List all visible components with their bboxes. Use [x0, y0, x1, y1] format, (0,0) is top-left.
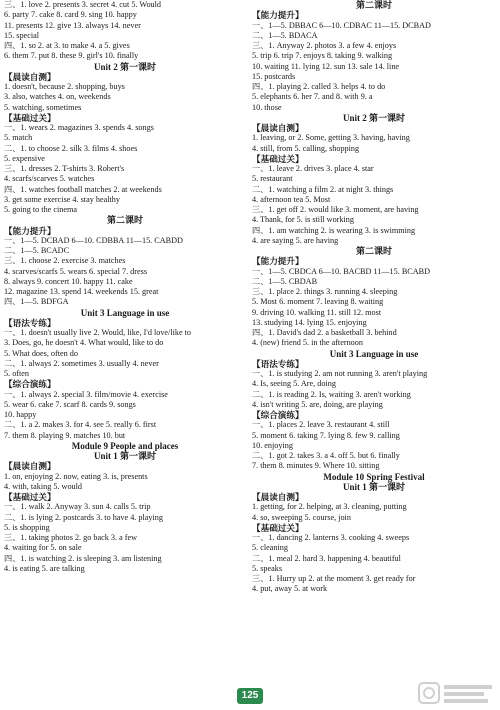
answer-line: 四、1. is watching 2. is sleeping 3. am listening — [4, 553, 162, 563]
page-number: 125 — [237, 688, 263, 704]
unit-title: Unit 2 第一课时 — [342, 112, 405, 123]
unit-title: 第二课时 — [355, 246, 392, 256]
answer-line: 5. moment 6. taking 7. lying 8. few 9. calling — [252, 430, 400, 440]
section-heading: 【晨读自测】 — [252, 123, 304, 133]
answer-line: 二、1. watching a film 2. at night 3. things — [252, 184, 394, 194]
answer-line: 10. waiting 11. lying 12. sun 13. sale 14. line — [252, 61, 400, 71]
answer-line: 4. afternoon tea 5. Most — [252, 194, 331, 204]
answer-line: 三、1. place 2. things 3. running 4. sleeping — [252, 287, 398, 296]
watermark-logo — [418, 680, 496, 706]
answer-line: 4. scarves/scarfs 5. wears 6. special 7. dress — [4, 266, 148, 276]
answer-line: 一、1. doesn't usually live 2. Would, like, I'd love/like to — [4, 328, 192, 337]
answer-line: 5. going to the cinema — [4, 205, 77, 214]
answer-line: 三、1. Anyway 2. photos 3. a few 4. enjoys — [252, 41, 397, 50]
answer-line: 4. are saying 5. are having — [252, 235, 339, 245]
answer-line: 四、1—5. BDFGA — [4, 297, 69, 307]
answer-line: 1. getting, for 2. helping, at 3. cleaning, putting — [252, 502, 407, 512]
answer-line: 5. Most 6. moment 7. leaving 8. waiting — [252, 297, 384, 307]
answer-line: 5. speaks — [252, 563, 283, 573]
answer-line: 三、1. taking photos 2. go back 3. a few — [4, 533, 138, 542]
answer-line: 二、1. a 2. makes 3. for 4. see 5. really 6. first — [4, 420, 157, 430]
answer-line: 4. Is, seeing 5. Are, doing — [252, 379, 336, 389]
answer-line: 7. them 8. playing 9. matches 10. but — [4, 430, 126, 440]
answer-line: 一、1—5. DCBAD 6—10. CDBBA 11—15. CABDD — [4, 235, 183, 245]
section-heading: 【晨读自测】 — [252, 492, 304, 502]
unit-title: 第二课时 — [106, 215, 143, 226]
answer-line: 四、1. playing 2. called 3. helps 4. to do — [252, 82, 386, 91]
answer-line: 四、1. am watching 2. is wearing 3. is swimming — [252, 225, 416, 235]
answer-line: 15. special — [4, 30, 40, 40]
right-column — [252, 0, 496, 595]
unit-title: 第二课时 — [355, 0, 392, 10]
answer-line: 5. expensive — [4, 153, 45, 163]
answer-line: 4. still, from 5. calling, shopping — [252, 143, 360, 153]
answer-line: 12. magazine 13. spend 14. weekends 15. great — [4, 287, 159, 296]
answer-line: 二、1. is reading 2. Is, waiting 3. aren't working — [252, 389, 411, 399]
answer-line: 10. those — [252, 102, 282, 112]
section-heading: 【晨读自测】 — [4, 71, 56, 82]
section-heading: 【基础过关】 — [4, 112, 56, 123]
answer-line: 一、1. leave 2. drives 3. place 4. star — [252, 164, 374, 173]
answer-line: 8. always 9. concert 10. happy 11. cake — [4, 276, 133, 286]
left-column — [4, 0, 246, 574]
answer-line: 一、1—5. CBDCA 6—10. BACBD 11—15. BCABD — [252, 266, 431, 276]
answer-line: 三、1. dresses 2. T-shirts 3. Robert's — [4, 164, 125, 173]
section-heading: 【综合演练】 — [4, 379, 56, 390]
unit-title: Unit 3 Language in use — [80, 307, 170, 318]
answer-line: 一、1. walk 2. Anyway 3. sun 4. calls 5. trip — [4, 502, 151, 512]
unit-title: Unit 1 第一课时 — [93, 451, 156, 461]
answer-line: 三、1. Hurry up 2. at the moment 3. get ready for — [252, 574, 416, 583]
answer-line: 二、1. is lying 2. postcards 3. to have 4. playing — [4, 512, 163, 522]
answer-line: 3. Does, go, he doesn't 4. What would, like to do — [4, 338, 164, 348]
answer-line: 二、1. got 2. takes 3. a 4. off 5. but 6. finally — [252, 451, 400, 460]
section-heading: 【晨读自测】 — [4, 461, 56, 472]
answer-line: 5. watching, sometimes — [4, 102, 82, 112]
answer-line: 一、1. wears 2. magazines 3. spends 4. songs — [4, 123, 154, 132]
answer-line: 三、1. choose 2. exercise 3. matches — [4, 256, 126, 266]
answer-line: 一、1. dancing 2. lanterns 3. cooking 4. sweeps — [252, 533, 410, 542]
answer-line: 5. trip 6. trip 7. enjoys 8. taking 9. walking — [252, 51, 393, 61]
answer-line: 二、1—5. BDACA — [252, 30, 318, 40]
section-heading: 【基础过关】 — [252, 153, 304, 164]
section-heading: 【语法专练】 — [252, 358, 304, 369]
answer-line: 15. postcards — [252, 71, 296, 81]
answer-line: 3. get some exercise 4. stay healthy — [4, 194, 120, 204]
section-heading: 【语法专练】 — [4, 317, 56, 328]
answer-line: 1. leaving, or 2. Some, getting 3. having, having — [252, 133, 410, 143]
answer-line: 4. Thank, for 5. is still working — [252, 215, 354, 225]
answer-line: 5. often — [4, 369, 30, 378]
answer-line: 4. with, taking 5. would — [4, 481, 83, 491]
answer-line: 1. on, enjoying 2. now, eating 3. is, presents — [4, 471, 148, 481]
answer-line: 1. doesn't, because 2. shopping, buys — [4, 82, 125, 91]
answer-line: 一、1. always 2. special 3. film/movie 4. exercise — [4, 389, 168, 399]
answer-line: 10. enjoying — [252, 440, 293, 450]
answer-line: 5. wear 6. cake 7. scarf 8. cards 9. songs — [4, 399, 136, 409]
answer-line: 三、1. love 2. presents 3. secret 4. cut 5. Would — [4, 0, 161, 9]
answer-line: 4. isn't writing 5. are, doing, are playing — [252, 399, 383, 409]
answer-line: 5. is shopping — [4, 522, 50, 532]
answer-line: 二、1. meal 2. hard 3. happening 4. beautiful — [252, 553, 401, 563]
answer-line: 四、1. David's dad 2. a basketball 3. behind — [252, 328, 397, 337]
answer-line: 5. cleaning — [252, 543, 288, 553]
answer-line: 4. scarfs/scarves 5. watches — [4, 174, 95, 184]
answer-line: 4. waiting for 5. on sale — [4, 543, 82, 553]
answer-line: 一、1. is studying 2. am not running 3. aren't playing — [252, 369, 428, 378]
answer-line: 5. elephants 6. her 7. and 8. with 9. a — [252, 92, 373, 102]
answer-line: 二、1—5. CBDAB — [252, 276, 318, 286]
answer-line: 6. them 7. put 8. these 9. girl's 10. finally — [4, 51, 139, 61]
answer-line: 6. party 7. cake 8. card 9. sing 10. happy — [4, 10, 137, 20]
answer-line: 5. match — [4, 133, 33, 143]
unit-title: Unit 3 Language in use — [329, 348, 419, 359]
answer-line: 5. restaurant — [252, 174, 293, 184]
answer-line: 11. presents 12. give 13. always 14. never — [4, 20, 141, 30]
answer-line: 7. them 8. minutes 9. Where 10. sitting — [252, 461, 380, 471]
answer-line: 二、1. always 2. sometimes 3. usually 4. never — [4, 358, 159, 368]
section-heading: 【能力提升】 — [4, 225, 56, 236]
answer-line: 4. is eating 5. are talking — [4, 563, 85, 573]
section-heading: 【综合演练】 — [252, 410, 304, 420]
answer-line: 四、1. so 2. at 3. to make 4. a 5. gives — [4, 41, 130, 50]
answer-line: 二、1. to choose 2. silk 3. films 4. shoes — [4, 143, 138, 153]
answer-line: 三、1. get off 2. would like 3. moment, are having — [252, 205, 419, 214]
answer-line: 一、1. places 2. leave 3. restaurant 4. still — [252, 420, 390, 430]
section-heading: 【基础过关】 — [252, 522, 304, 533]
answer-line: 4. put, away 5. at work — [252, 584, 328, 594]
unit-title: Unit 1 第一课时 — [342, 481, 405, 492]
answer-line: 5. What does, often do — [4, 348, 78, 358]
answer-line: 四、1. watches football matches 2. at weekends — [4, 184, 162, 194]
answer-line: 3. also, watches 4. on, weekends — [4, 92, 111, 102]
answer-line: 二、1—5. BCADC — [4, 246, 70, 255]
section-heading: 【基础过关】 — [4, 492, 56, 502]
answer-line: 4. (new) friend 5. in the afternoon — [252, 338, 363, 348]
answer-line: 13. studying 14. lying 15. enjoying — [252, 317, 367, 327]
answer-line: 9. driving 10. walking 11. still 12. most — [252, 307, 382, 317]
unit-title: Unit 2 第一课时 — [93, 61, 156, 72]
section-heading: 【能力提升】 — [252, 10, 304, 21]
answer-line: 4. so, sweeping 5. course, join — [252, 512, 351, 522]
unit-title: Module 9 People and places — [71, 440, 179, 451]
answer-line: 一、1—5. DBBAC 6—10. CDBAC 11—15. DCBAD — [252, 20, 431, 30]
section-heading: 【能力提升】 — [252, 256, 304, 267]
answer-line: 10. happy — [4, 410, 37, 419]
unit-title: Module 10 Spring Festival — [323, 471, 425, 482]
